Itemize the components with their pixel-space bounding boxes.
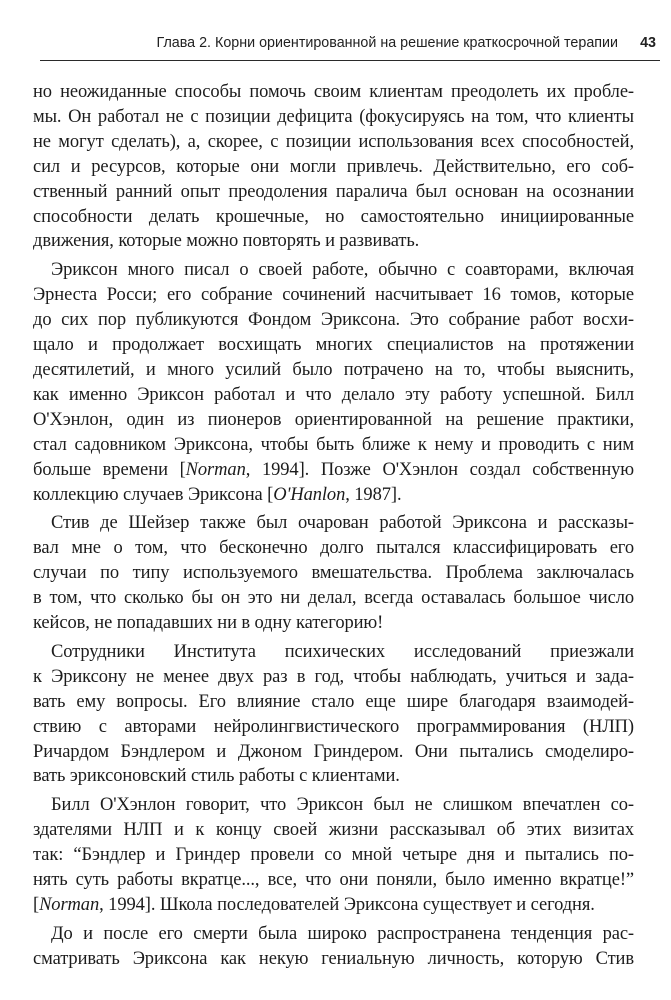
- page-body: [33, 80, 634, 972]
- text-line: вал мне о том, что бесконечно долго пытался классифицировать его: [33, 538, 634, 559]
- text-line: Сотрудники Института психических исследований приезжали: [51, 641, 634, 662]
- text-line: к Эриксону не менее двух раз в год, чтобы наблюдать, учиться и зада-: [33, 666, 634, 687]
- text-line: вать эриксоновский стиль работы с клиентами.: [33, 766, 400, 787]
- text-line: Эриксон много писал о своей работе, обычно с соавторами, включая: [51, 260, 634, 281]
- paragraph: [33, 922, 634, 972]
- text-line: коллекцию случаев Эриксона [O'Hanlon, 1987].: [33, 484, 402, 505]
- text-line: как именно Эриксон работал и что делало эту работу успешной. Билл: [33, 384, 634, 405]
- text-line: но неожиданные способы помочь своим клиентам преодолеть их пробле-: [33, 82, 634, 102]
- text-line: ствию с авторами нейролингвистического программирования (НЛП): [33, 716, 634, 737]
- text-line: до сих пор публикуются Фондом Эриксона. Это собрание работ восхи-: [33, 310, 634, 331]
- text-line: в том, что сколько бы он это ни делал, всегда оставалась большое число: [33, 588, 634, 609]
- text-line: движения, которые можно повторять и развивать.: [33, 231, 420, 252]
- text-line: десятилетий, и много усилий было потрачено на то, чтобы выяснить,: [33, 359, 634, 380]
- text-line: стал садовником Эриксона, чтобы быть ближе к нему и проводить с ним: [33, 434, 634, 455]
- text-line: сматривать Эриксона как некую гениальную личность, которую Стив: [33, 948, 634, 969]
- text-line: Эрнеста Росси; его собрание сочинений насчитывает 16 томов, которые: [33, 285, 634, 306]
- text-line: случаи по типу используемого вмешательства. Проблема заключалась: [33, 563, 634, 584]
- paragraph: [33, 793, 634, 918]
- text-line: ственный ранний опыт преодоления паралича был основан на осознании: [33, 181, 634, 202]
- paragraph: [33, 258, 634, 507]
- paragraph: [33, 80, 634, 254]
- text-line: О'Хэнлон, один из пионеров ориентированной на решение практики,: [33, 409, 634, 430]
- text-line: сил и ресурсов, которые они могли привлечь. Действительно, его соб-: [33, 156, 634, 177]
- running-header: [40, 26, 660, 61]
- text-line: так: “Бэндлер и Гриндер провели со мной четыре дня и пытались по-: [33, 845, 634, 866]
- paragraph: [33, 640, 634, 789]
- text-line: не могут сделать), а, скорее, с позиции использования всех способностей,: [33, 131, 634, 152]
- text-line: здателями НЛП и к концу своей жизни рассказывал об этих визитах: [33, 820, 634, 841]
- text-line: мы. Он работал не с позиции дефицита (фокусируясь на том, что клиенты: [33, 106, 634, 127]
- text-line: вать ему вопросы. Его влияние стало еще шире благодаря взаимодей-: [33, 691, 634, 712]
- text-line: Ричардом Бэндлером и Джоном Гриндером. Они пытались смоделиро-: [33, 741, 634, 762]
- text-line: способности делать крошечные, но самостоятельно инициированные: [33, 206, 634, 227]
- paragraph: [33, 511, 634, 636]
- text-line: щало и продолжает восхищать многих специалистов на протяжении: [33, 335, 634, 356]
- text-line: До и после его смерти была широко распространена тенденция рас-: [51, 923, 634, 944]
- text-line: нять суть работы вкратце..., все, что они поняли, было именно вкратце!”: [33, 870, 634, 891]
- page-number: 43: [640, 35, 656, 51]
- text-line: Билл О'Хэнлон говорит, что Эриксон был не слишком впечатлен со-: [51, 795, 634, 816]
- chapter-title: Глава 2. Корни ориентированной на решение краткосрочной терапии: [156, 35, 618, 51]
- text-line: [Norman, 1994]. Школа последователей Эриксона существует и сегодня.: [33, 895, 595, 915]
- text-line: больше времени [Norman, 1994]. Позже О'Хэнлон создал собственную: [33, 459, 634, 480]
- text-line: кейсов, не попадавших ни в одну категорию!: [33, 613, 384, 634]
- text-line: Стив де Шейзер также был очарован работой Эриксона и рассказы-: [51, 513, 634, 534]
